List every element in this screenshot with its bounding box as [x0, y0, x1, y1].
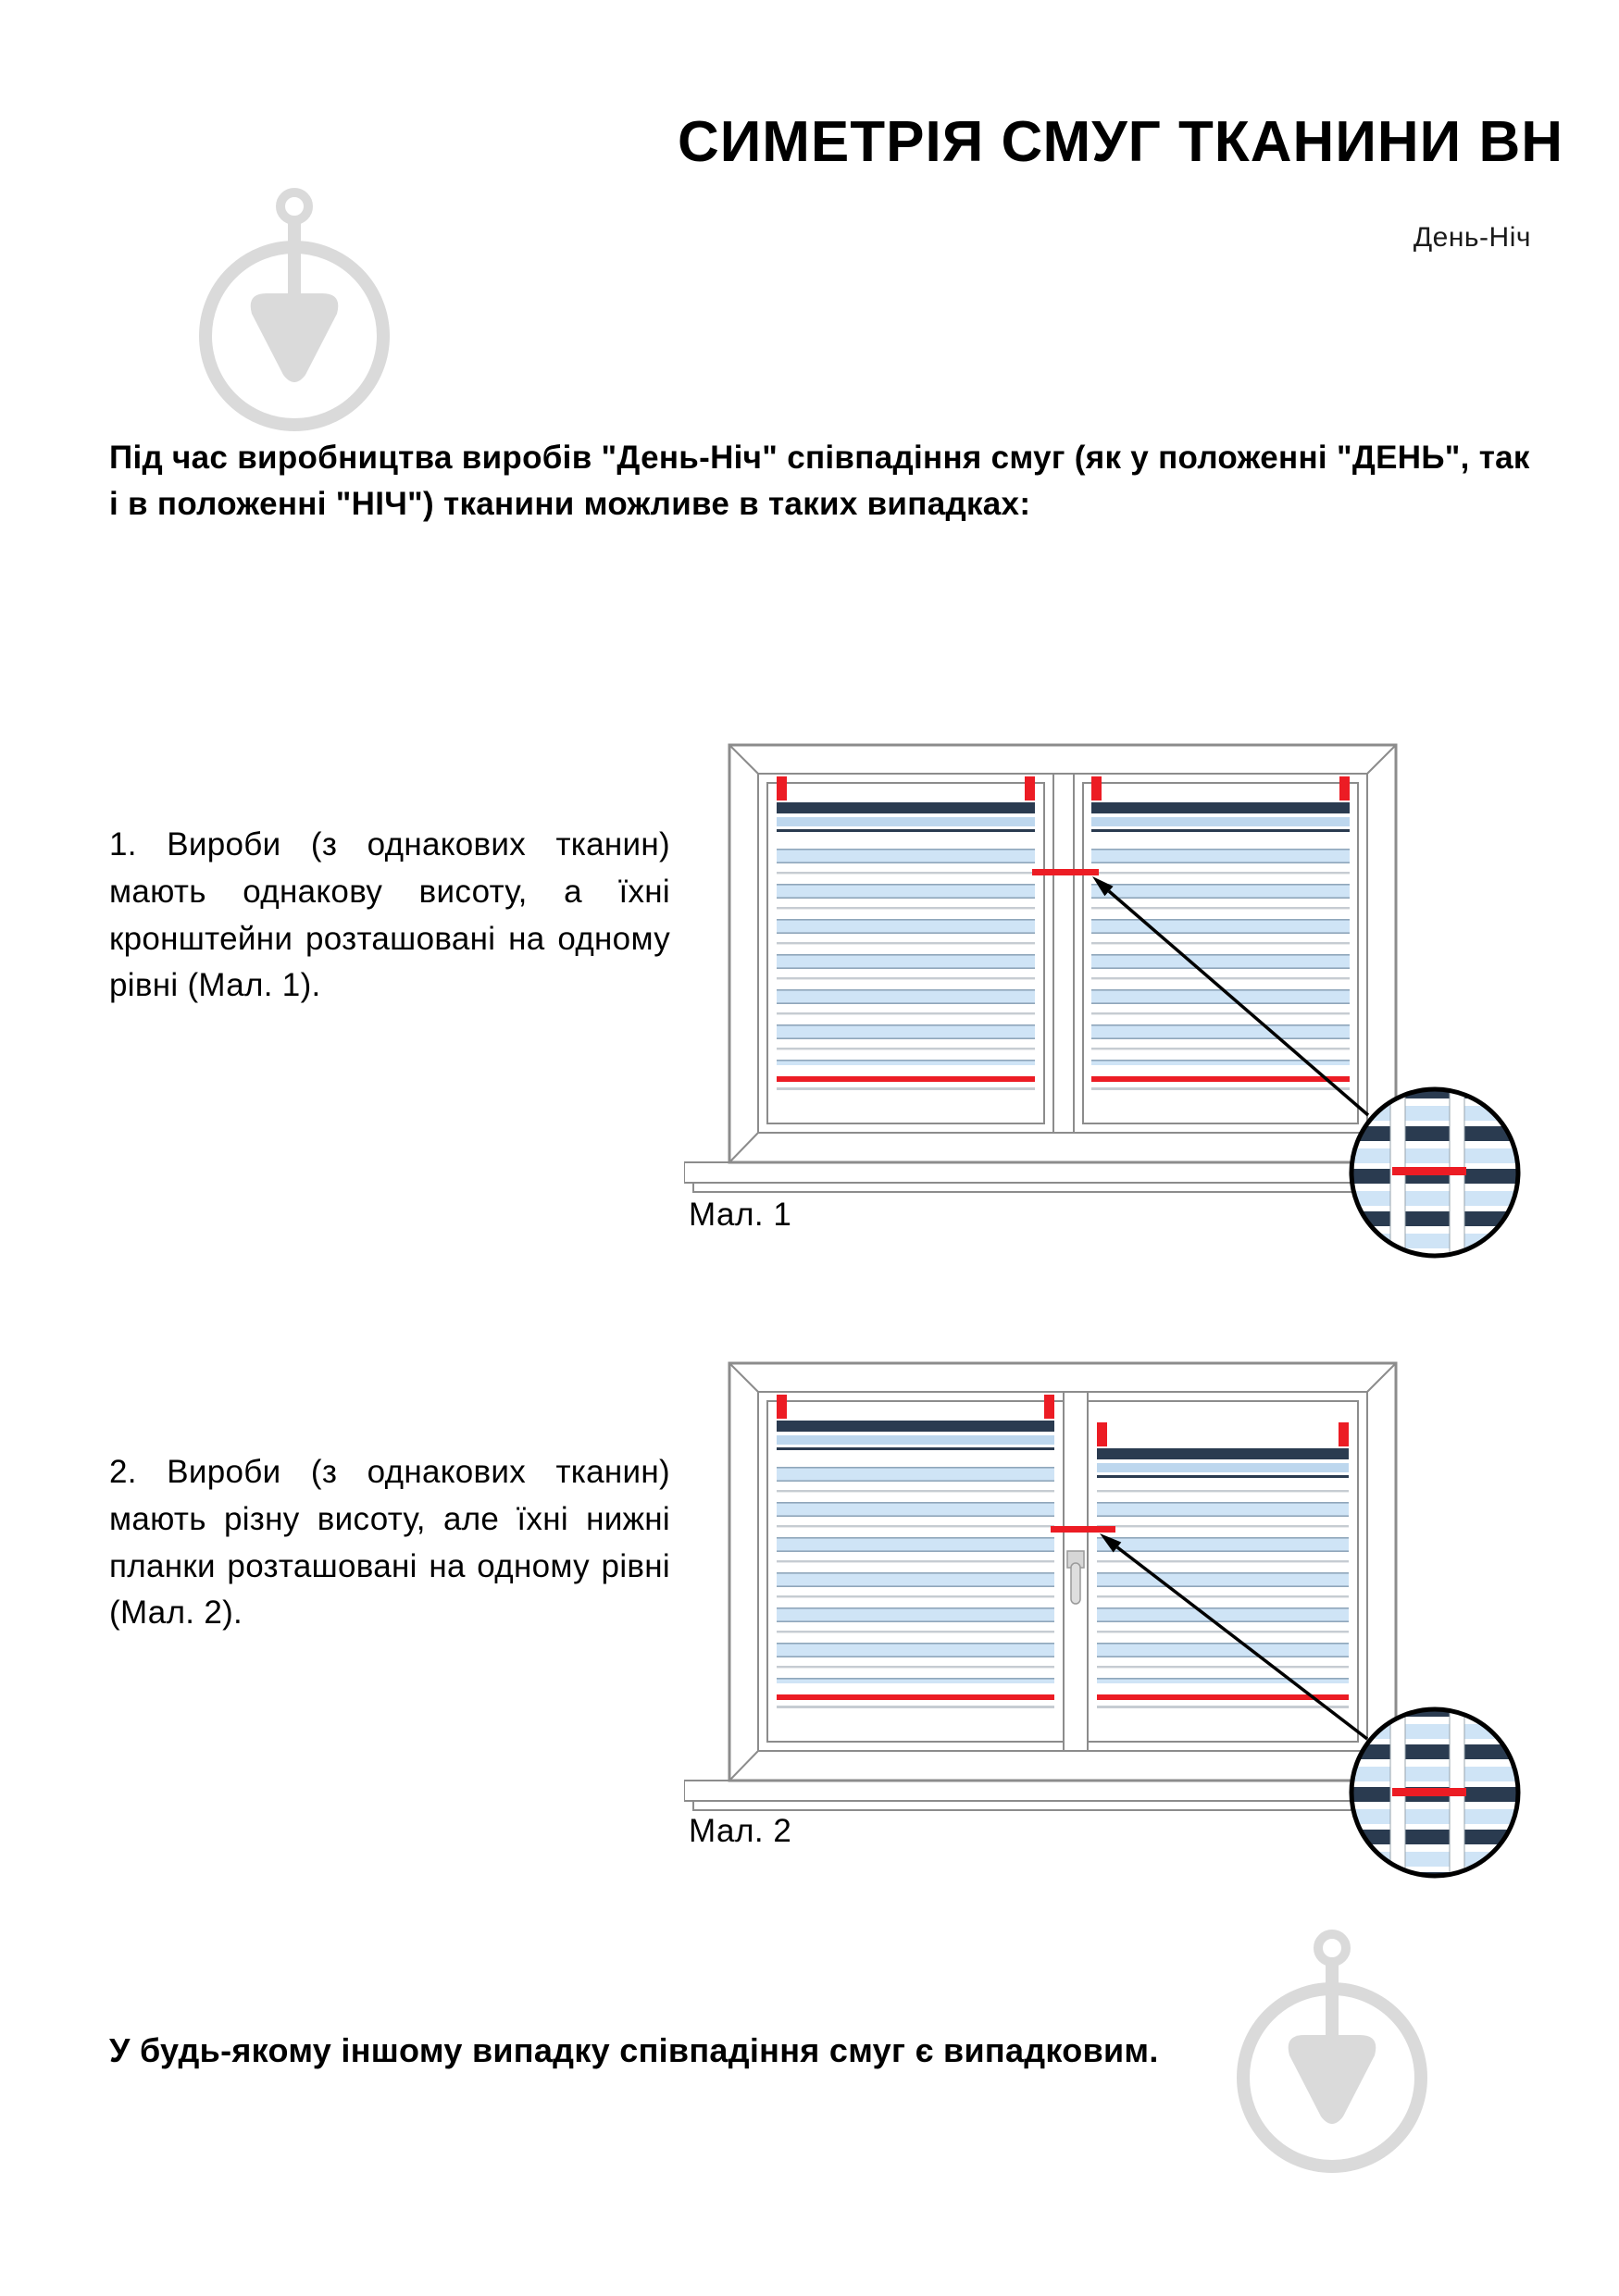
figure-2-window-illustration [684, 1361, 1536, 1898]
intro-paragraph: Під час виробництва виробів "День-Ніч" співпадіння смуг (як у положенні "ДЕНЬ", так і в положенні "НІЧ") тканини можливе в таких випадках: [109, 440, 1530, 522]
stripe-alignment-marker [1051, 1526, 1115, 1533]
figure-1-window-illustration [684, 743, 1536, 1280]
page-subtitle: День-Ніч [1413, 222, 1531, 253]
blind-right [1091, 776, 1350, 1090]
case-1-paragraph: 1. Вироби (з однакових тканин) мають однакову висоту, а їхні кронштейни розташовані на одному рівні (Мал. 1). [109, 826, 670, 1004]
figure-1-caption: Мал. 1 [689, 1197, 792, 1233]
case-2-paragraph: 2. Вироби (з однакових тканин) мають різну висоту, але їхні нижні планки розташовані на одному рівні (Мал. 2). [109, 1454, 670, 1632]
brand-watermark-icon [1230, 1920, 1434, 2179]
footer-note: У будь-якому іншому випадку співпадіння смуг є випадковим. [109, 2031, 1159, 2069]
page-title: СИМЕТРІЯ СМУГ ТКАНИНИ ВН [677, 110, 1563, 174]
blind-right [1097, 1422, 1349, 1708]
blind-left [777, 776, 1035, 1090]
blind-left [777, 1395, 1054, 1708]
brand-watermark-icon [193, 179, 396, 438]
stripe-alignment-marker [1032, 869, 1099, 875]
figure-2-caption: Мал. 2 [689, 1813, 792, 1849]
